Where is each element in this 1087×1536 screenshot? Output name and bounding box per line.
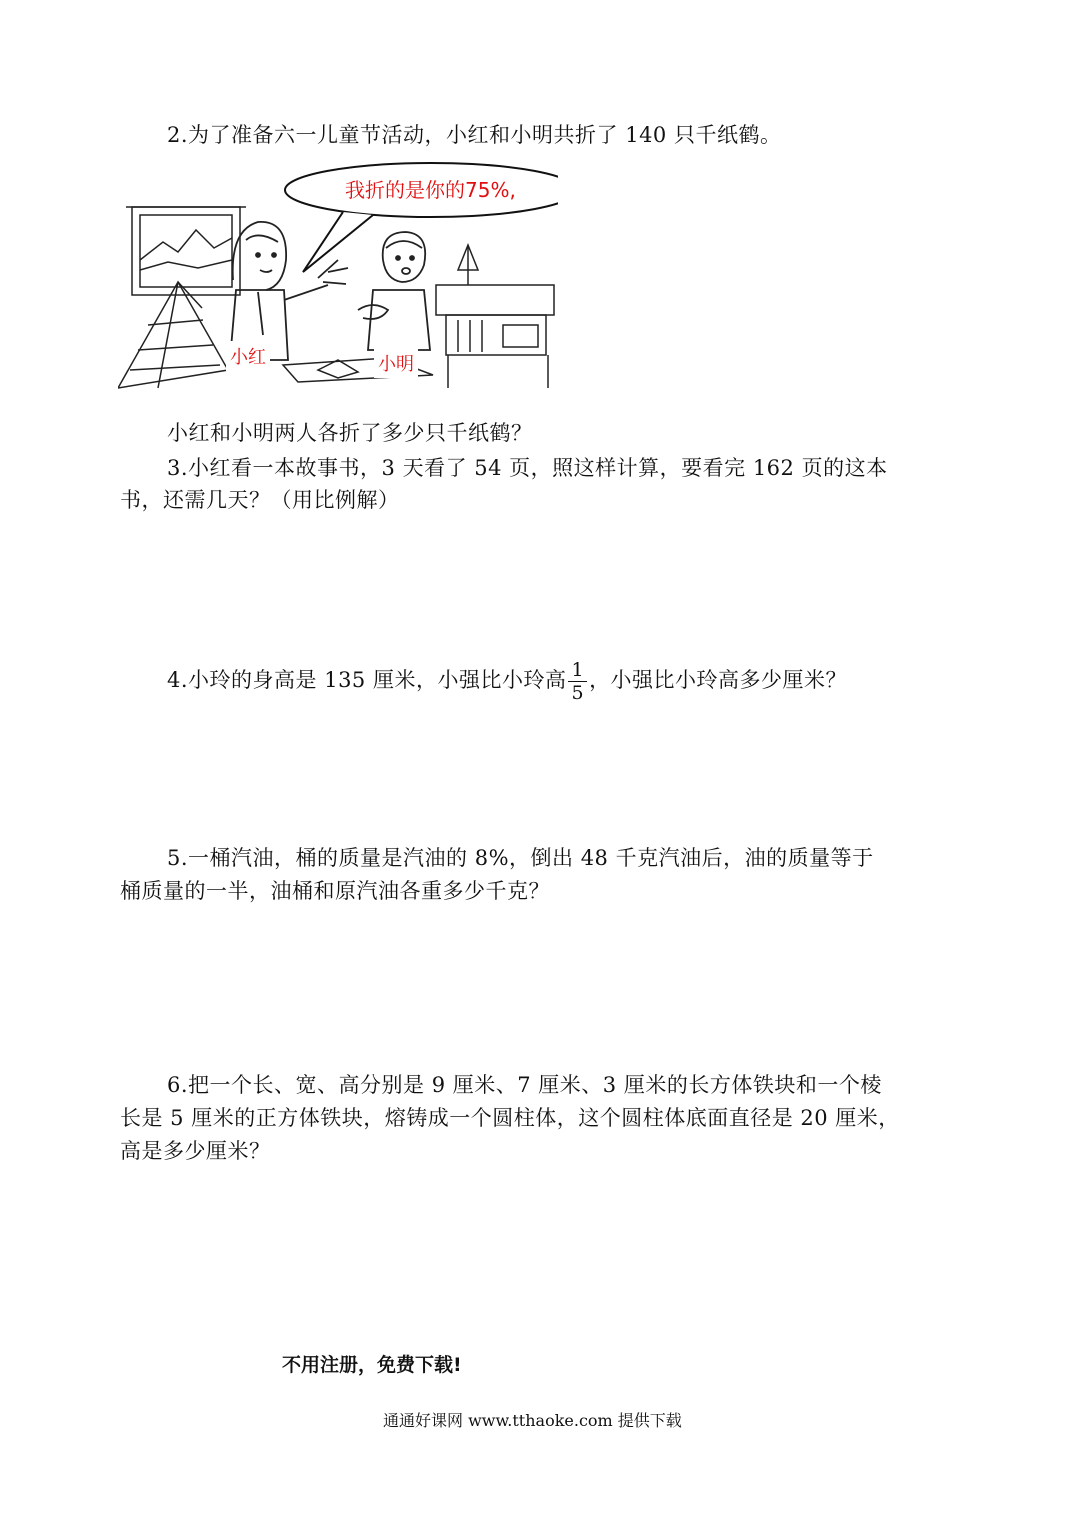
name-label-xiaoming: 小明 <box>374 348 418 378</box>
problem-3-line-2: 书，还需几天？（用比例解） <box>120 488 400 512</box>
problem-3-line-1: 3.小红看一本故事书，3 天看了 54 页，照这样计算，要看完 162 页的这本 <box>167 456 888 480</box>
problem-5-line-2: 桶质量的一半，油桶和原汽油各重多少千克？ <box>120 879 550 903</box>
name-label-xiaohong: 小红 <box>226 341 270 371</box>
problem-5-line-1: 5.一桶汽油，桶的质量是汽油的 8%，倒出 48 千克汽油后，油的质量等于 <box>167 846 874 870</box>
problem-4-text-after: ，小强比小玲高多少厘米？ <box>589 668 848 692</box>
speech-bubble-text: 我折的是你的75%, <box>345 178 516 202</box>
problem-2-statement: 2.为了准备六一儿童节活动，小红和小明共折了 140 只千纸鹤。 <box>167 123 782 147</box>
free-download-notice: 不用注册，免费下载! <box>282 1354 462 1376</box>
problem-4-fraction <box>568 659 587 704</box>
fraction-denominator: 5 <box>571 682 585 704</box>
problem-4-statement <box>167 655 847 705</box>
problem-6-line-1: 6.把一个长、宽、高分别是 9 厘米、7 厘米、3 厘米的长方体铁块和一个棱 <box>167 1073 882 1097</box>
fraction-numerator: 1 <box>568 659 587 682</box>
problem-6-line-3: 高是多少厘米？ <box>120 1139 271 1163</box>
page-footer: 通通好课网 www.tthaoke.com 提供下载 <box>383 1411 682 1430</box>
problem-6-line-2: 长是 5 厘米的正方体铁块，熔铸成一个圆柱体，这个圆柱体底面直径是 20 厘米， <box>120 1106 900 1130</box>
problem-2-question: 小红和小明两人各折了多少只千纸鹤？ <box>167 421 533 445</box>
problem-4-text-before: 4.小玲的身高是 135 厘米，小强比小玲高 <box>167 668 567 692</box>
